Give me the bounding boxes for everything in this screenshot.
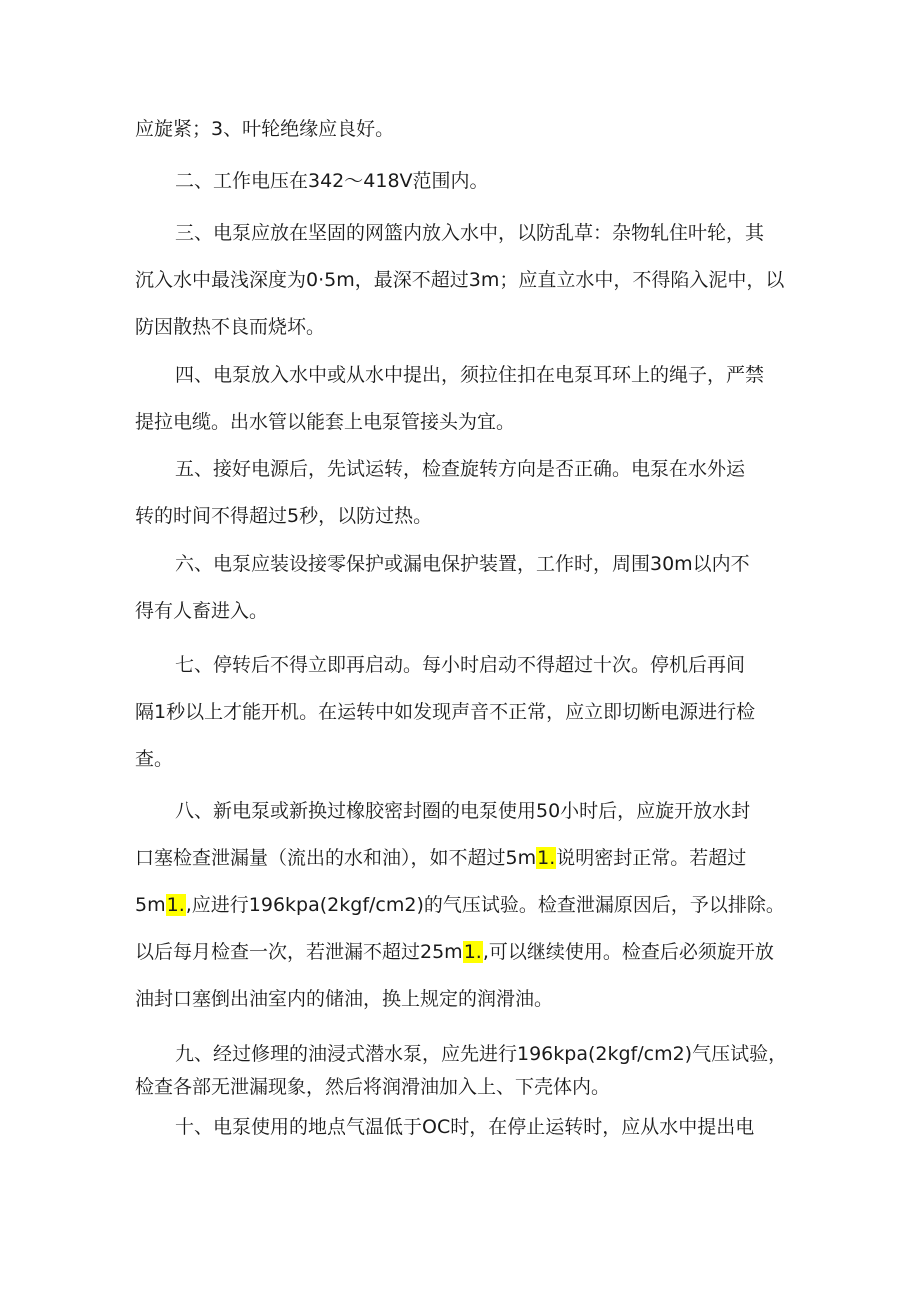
paragraph-line: 六、电泵应装设接零保护或漏电保护装置，工作时，周围30m以内不 xyxy=(175,553,750,575)
text-run: ,应进行196kpa(2kgf∕cm2)的气压试验。检查泄漏原因后，予以排除。 xyxy=(185,894,785,916)
paragraph-line: 沉入水中最浅深度为0·5m，最深不超过3m；应直立水中，不得陷入泥中，以 xyxy=(135,269,785,291)
paragraph-7 xyxy=(135,642,795,783)
paragraph-line: 三、电泵应放在坚固的网篮内放入水中，以防乱草：杂物轧住叶轮，其 xyxy=(175,222,765,244)
paragraph-line: 九、经过修理的油浸式潜水泵，应先进行196kpa(2kgf∕cm2)气压试验， xyxy=(175,1043,788,1065)
paragraph-line: 四、电泵放入水中或从水中提出，须拉住扣在电泵耳环上的绳子，严禁 xyxy=(175,364,765,386)
paragraph-line xyxy=(135,835,795,882)
paragraph-line: 七、停转后不得立即再启动。每小时启动不得超过十次。停机后再间 xyxy=(175,654,746,676)
paragraph-9 xyxy=(135,1038,795,1104)
paragraph-line: 检查各部无泄漏现象，然后将润滑油加入上、下壳体内。 xyxy=(135,1076,611,1098)
paragraph-line: 八、新电泵或新换过橡胶密封圈的电泵使用50小时后，应旋开放水封 xyxy=(175,800,751,822)
paragraph-3 xyxy=(135,210,795,351)
paragraph-4 xyxy=(135,352,795,446)
paragraph-line: 转的时间不得超过5秒，以防过热。 xyxy=(135,505,433,527)
text-run: 说明密封正常。若超过 xyxy=(556,847,747,869)
paragraph-line: 防因散热不良而烧坏。 xyxy=(135,316,326,338)
paragraph-line: 隔1秒以上才能开机。在运转中如发现声音不正常，应立即切断电源进行检 xyxy=(135,701,756,723)
highlighted-text: 1. xyxy=(463,941,482,963)
paragraph-line: 五、接好电源后，先试运转，检查旋转方向是否正确。电泵在水外运 xyxy=(175,458,746,480)
text-run: 以后每月检查一次，若泄漏不超过25m xyxy=(135,941,463,963)
paragraph-6 xyxy=(135,541,795,635)
paragraph-continuation xyxy=(135,106,795,153)
paragraph-line: 十、电泵使用的地点气温低于OC时，在停止运转时，应从水中提出电 xyxy=(175,1116,755,1138)
paragraph-line: 提拉电缆。出水管以能套上电泵管接头为宜。 xyxy=(135,411,516,433)
highlighted-text: 1. xyxy=(166,894,185,916)
highlighted-text: 1. xyxy=(537,847,556,869)
paragraph-line xyxy=(135,929,795,976)
paragraph-10 xyxy=(135,1104,795,1151)
paragraph-8 xyxy=(135,788,795,1023)
paragraph-5 xyxy=(135,446,795,540)
paragraph-2 xyxy=(135,158,795,205)
paragraph-line: 二、工作电压在342～418V范围内。 xyxy=(175,170,489,192)
text-run: 口塞检查泄漏量（流出的水和油），如不超过5m xyxy=(135,847,537,869)
text-run: 5m xyxy=(135,894,166,916)
paragraph-line xyxy=(135,882,795,929)
text-run: ,可以继续使用。检查后必须旋开放 xyxy=(482,941,774,963)
paragraph-line: 查。 xyxy=(135,748,174,770)
paragraph-line: 油封口塞倒出油室内的储油，换上规定的润滑油。 xyxy=(135,988,554,1010)
paragraph-line: 得有人畜进入。 xyxy=(135,600,269,622)
paragraph-line: 应旋紧；3、叶轮绝缘应良好。 xyxy=(135,118,395,140)
